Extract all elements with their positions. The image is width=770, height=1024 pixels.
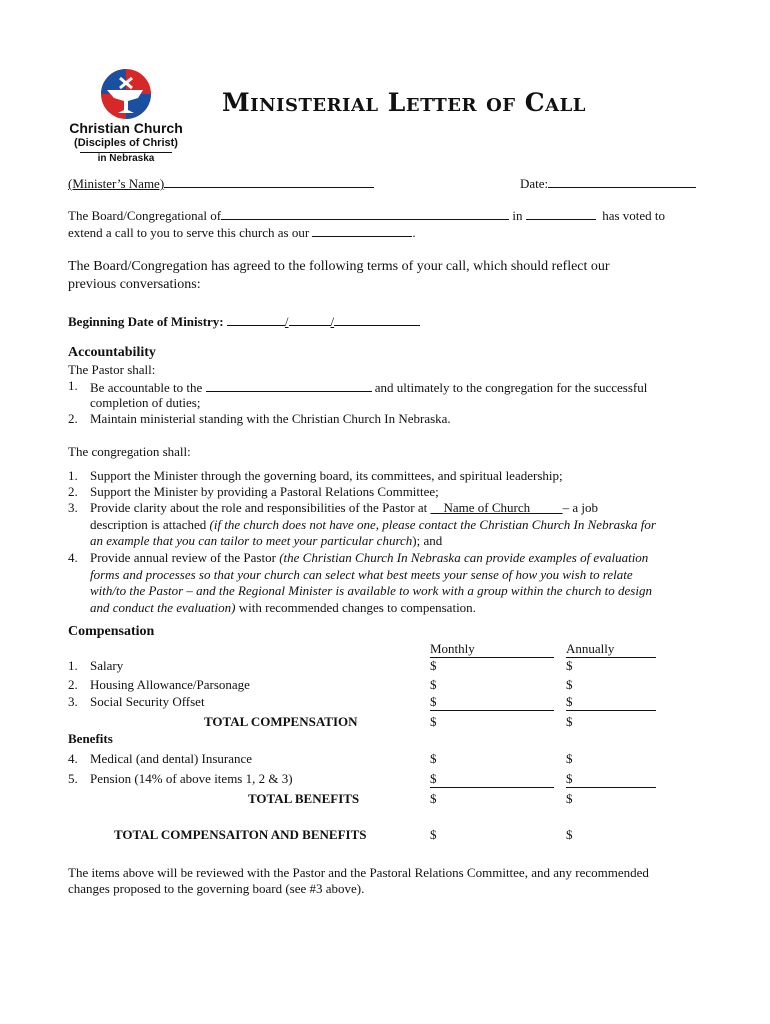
intro-line-2 (68, 223, 416, 241)
comp-item-3-num: 3. (68, 694, 78, 709)
logo-line-2: (Disciples of Christ) (74, 137, 178, 149)
pastor-item-1-suffix: and ultimately to the congregation for the successful (374, 380, 648, 395)
cong-item-4 (68, 550, 649, 566)
ss-offset-monthly[interactable]: $ (430, 694, 554, 711)
date-field[interactable] (548, 174, 696, 188)
cong-item-1-text: Support the Minister through the governing board, its committees, and spiritual leadership; (90, 468, 563, 483)
pastor-item-2 (68, 411, 451, 427)
cong-item-4-line2: forms and processes so that your church can select what best meets your sense of how you wish to relate (90, 567, 633, 582)
cong-item-3-line3-ital: an example that you can tailor to meet your particular church (90, 533, 413, 548)
grand-total-label: TOTAL COMPENSAITON AND BENEFITS (114, 827, 367, 842)
logo-line-1: Christian Church (69, 120, 183, 136)
pension-monthly[interactable]: $ (430, 771, 554, 788)
cong-item-4-line3: with/to the Pastor – and the Regional Minister is available to work with a group within the church to design (90, 583, 652, 598)
voted-label: has voted to (602, 208, 666, 223)
total-comp-annually[interactable]: $ (566, 714, 573, 729)
medical-monthly[interactable]: $ (430, 751, 437, 766)
logo (64, 68, 188, 168)
total-benefits-label: TOTAL BENEFITS (248, 791, 360, 806)
benefit-item-4-num: 4. (68, 751, 78, 766)
minister-name-field[interactable] (164, 174, 374, 188)
cong-item-3-prefix: Provide clarity about the role and responsibilities of the Pastor at (90, 500, 428, 515)
comp-item-2-label: Housing Allowance/Parsonage (90, 677, 250, 692)
grand-total-annually[interactable]: $ (566, 827, 573, 842)
begin-year-field[interactable] (334, 312, 420, 326)
cong-item-3-line2-plain: description is attached (90, 517, 207, 532)
closing-line-2: changes proposed to the governing board (see #3 above). (68, 881, 365, 896)
logo-line-3: in Nebraska (97, 153, 155, 164)
col-header-annually (566, 641, 656, 658)
benefit-item-4 (68, 751, 253, 767)
cong-item-3-line3 (90, 533, 442, 549)
cong-item-4-num: 4. (68, 550, 78, 565)
ss-offset-annually[interactable]: $ (566, 694, 656, 711)
cong-item-3-num: 3. (68, 500, 78, 515)
comp-item-2 (68, 677, 250, 693)
cong-item-2-num: 2. (68, 484, 78, 499)
cong-item-3-suffix: – a job (562, 500, 598, 515)
date-sep-1: / (284, 314, 289, 329)
closing-line-1: The items above will be reviewed with the Pastor and the Pastoral Relations Committee, and any recommended (68, 865, 649, 880)
benefit-item-5 (68, 771, 293, 787)
in-label: in (512, 208, 523, 223)
pastor-shall: The Pastor shall: (68, 362, 156, 377)
intro-line-2-text: extend a call to you to serve this church as our (68, 225, 310, 240)
cong-item-2-text: Support the Minister by providing a Pastoral Relations Committee; (90, 484, 439, 499)
total-compensation-label: TOTAL COMPENSATION (204, 714, 358, 729)
salary-annually[interactable]: $ (566, 658, 573, 673)
benefit-item-5-num: 5. (68, 771, 78, 786)
board-prefix: The Board/Congregational of (68, 208, 222, 223)
cong-item-3-line2 (90, 517, 656, 533)
begin-month-field[interactable] (227, 312, 285, 326)
medical-annually[interactable]: $ (566, 751, 573, 766)
comp-item-3 (68, 694, 205, 710)
total-benefits-monthly[interactable]: $ (430, 791, 437, 806)
benefits-heading: Benefits (68, 731, 113, 746)
cong-item-3-line3-plain: ); and (412, 533, 443, 548)
chalice-logo-icon (98, 68, 154, 120)
pastor-item-1-num: 1. (68, 378, 78, 393)
accountability-heading: Accountability (68, 345, 156, 360)
pastor-item-1 (68, 378, 708, 394)
pastor-item-1-prefix: Be accountable to the (90, 380, 203, 395)
cong-item-3-line2-ital: (if the church does not have one, please contact the Christian Church In Nebraska for (209, 517, 656, 532)
congregation-name-field[interactable] (221, 206, 509, 220)
pastor-item-1-line2: completion of duties; (90, 395, 201, 410)
agreement-line-2: previous conversations: (68, 277, 201, 292)
benefit-item-4-label: Medical (and dental) Insurance (90, 751, 253, 766)
monthly-label: Monthly (430, 641, 475, 656)
pastor-item-2-text: Maintain ministerial standing with the Christian Church In Nebraska. (90, 411, 451, 426)
cong-item-3 (68, 500, 598, 516)
minister-name-label: (Minister’s Name) (68, 176, 165, 191)
total-benefits-annually[interactable]: $ (566, 791, 573, 806)
church-name-text: Name of Church (443, 500, 531, 515)
beginning-date-row (68, 312, 420, 330)
cong-item-1-num: 1. (68, 468, 78, 483)
beginning-date-label: Beginning Date of Ministry: (68, 314, 224, 329)
intro-period: . (412, 225, 416, 240)
date-sep-2: / (330, 314, 335, 329)
cong-item-4-ital-4: and conduct the evaluation) (90, 600, 236, 615)
pastor-item-2-num: 2. (68, 411, 78, 426)
housing-annually[interactable]: $ (566, 677, 573, 692)
cong-item-1 (68, 468, 563, 484)
comp-item-1-label: Salary (90, 658, 124, 673)
col-header-monthly (430, 641, 554, 658)
comp-item-3-label: Social Security Offset (90, 694, 205, 709)
comp-item-1-num: 1. (68, 658, 78, 673)
cong-item-4-plain-2: with recommended changes to compensation. (238, 600, 476, 615)
cong-item-4-line4 (90, 600, 476, 616)
salary-monthly[interactable]: $ (430, 658, 437, 673)
intro-line-1 (68, 206, 665, 224)
date-row (520, 174, 696, 192)
compensation-heading: Compensation (68, 624, 155, 639)
benefit-item-5-label: Pension (14% of above items 1, 2 & 3) (90, 771, 293, 786)
minister-name-row (68, 174, 374, 192)
church-name-field[interactable] (430, 500, 562, 515)
grand-total-monthly[interactable]: $ (430, 827, 437, 842)
accountable-to-field[interactable] (206, 378, 372, 392)
cong-item-4-plain: Provide annual review of the Pastor (90, 550, 276, 565)
begin-day-field[interactable] (289, 312, 331, 326)
page-title: Ministerial Letter of Call (222, 88, 586, 117)
cong-item-4-ital-1: (the Christian Church In Nebraska can provide examples of evaluation (279, 550, 649, 565)
annually-label: Annually (566, 641, 615, 656)
location-field[interactable] (526, 206, 596, 220)
comp-item-2-num: 2. (68, 677, 78, 692)
congregation-shall: The congregation shall: (68, 444, 191, 459)
pension-annually[interactable]: $ (566, 771, 656, 788)
agreement-line-1: The Board/Congregation has agreed to the following terms of your call, which should reflect our (68, 259, 610, 274)
cong-item-2 (68, 484, 439, 500)
total-comp-monthly[interactable]: $ (430, 714, 437, 729)
position-field[interactable] (312, 223, 412, 237)
comp-item-1 (68, 658, 124, 674)
date-label: Date: (520, 176, 549, 191)
housing-monthly[interactable]: $ (430, 677, 437, 692)
